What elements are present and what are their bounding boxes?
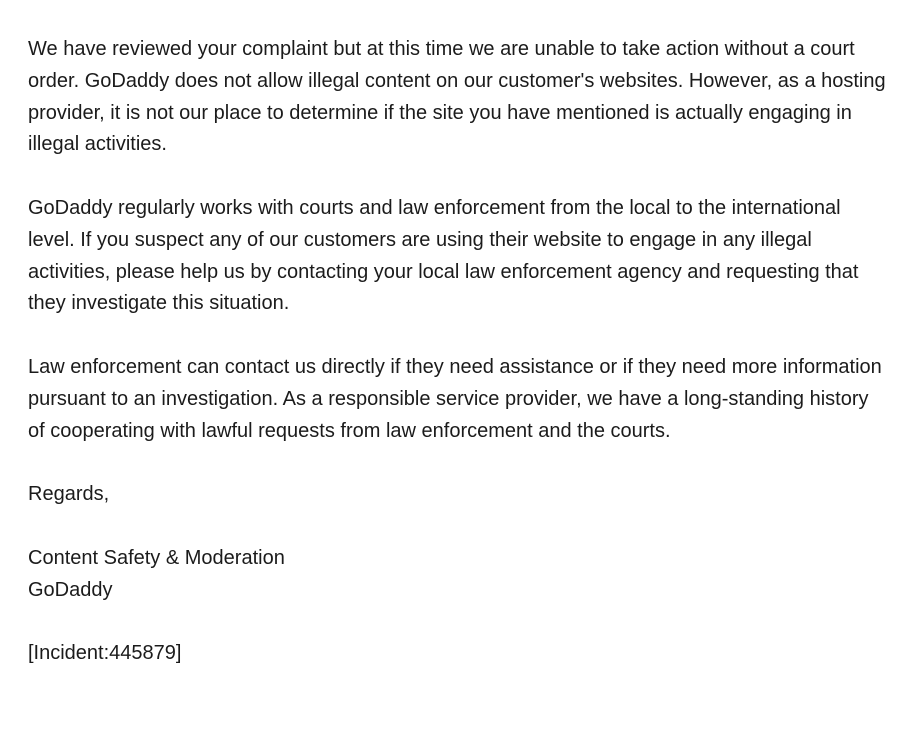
email-body — [28, 34, 888, 670]
signature-team: Content Safety & Moderation — [28, 546, 285, 569]
paragraph-law-enforcement-cooperation: GoDaddy regularly works with courts and law enforcement from the local to the international level. If you suspect any of our customers are using their website to engage in any illegal activities, please help us by contacting your local law enforcement agency and requesting that they investigate this situation. — [28, 196, 859, 315]
closing-regards: Regards, — [28, 483, 110, 506]
signature-company: GoDaddy — [28, 578, 113, 601]
incident-reference: [Incident:445879] — [28, 642, 182, 665]
paragraph-complaint-review: We have reviewed your complaint but at this time we are unable to take action without a court order. GoDaddy does not allow illegal content on our customer's websites. However, as a hosting provider, it is not our place to determine if the site you have mentioned is actually engaging in illegal activities. — [28, 38, 886, 156]
paragraph-lawful-requests: Law enforcement can contact us directly if they need assistance or if they need more information pursuant to an investigation. As a responsible service provider, we have a long-standing history of cooperating with lawful requests from law enforcement and the courts. — [28, 355, 882, 442]
signature-block — [28, 543, 888, 607]
